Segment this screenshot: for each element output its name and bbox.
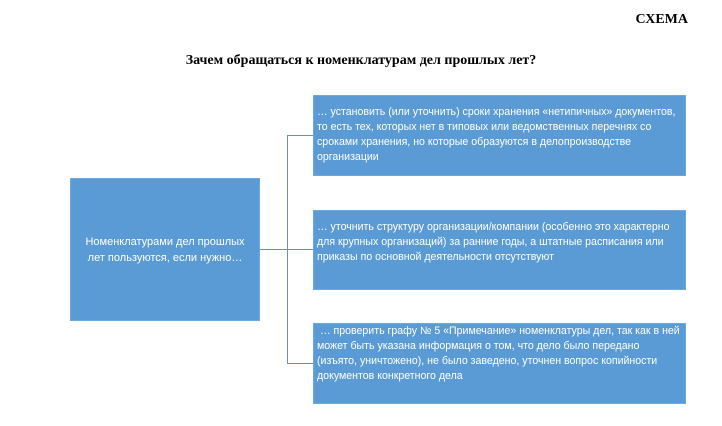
connector-branch-1 (287, 135, 313, 136)
option-box-3 (313, 323, 686, 404)
option-box-1 (313, 95, 686, 176)
connector-branch-2 (287, 249, 313, 250)
connector-branch-3 (287, 363, 313, 364)
option-text-3: … проверить графу № 5 «Примечание» номенклатуры дел, так как в ней может быть указана информация о том, что дело было передано (изъято, уничтожено), не было заведено, уточнен вопрос копийности документов конкретного дела (317, 325, 683, 382)
connector-main-stub (260, 249, 287, 250)
main-box (70, 178, 260, 321)
option-box-2 (313, 210, 686, 290)
option-text-2: … уточнить структуру организации/компании (особенно это характерно для крупных организаций) за ранние годы, а штатные расписания или приказы по основной деятельности отсутствуют (317, 221, 670, 263)
scheme-label: СХЕМА (635, 12, 688, 27)
main-box-text: Номенклатурами дел прошлых лет пользуются, если нужно… (85, 235, 245, 264)
option-text-1: … установить (или уточнить) сроки хранения «нетипичных» документов, то есть тех, которых нет в типовых или ведомственных перечнях со сроками хранения, но которые образуются в делопроизводстве организации (317, 106, 676, 163)
diagram-title: Зачем обращаться к номенклатурам дел прошлых лет? (185, 53, 537, 68)
